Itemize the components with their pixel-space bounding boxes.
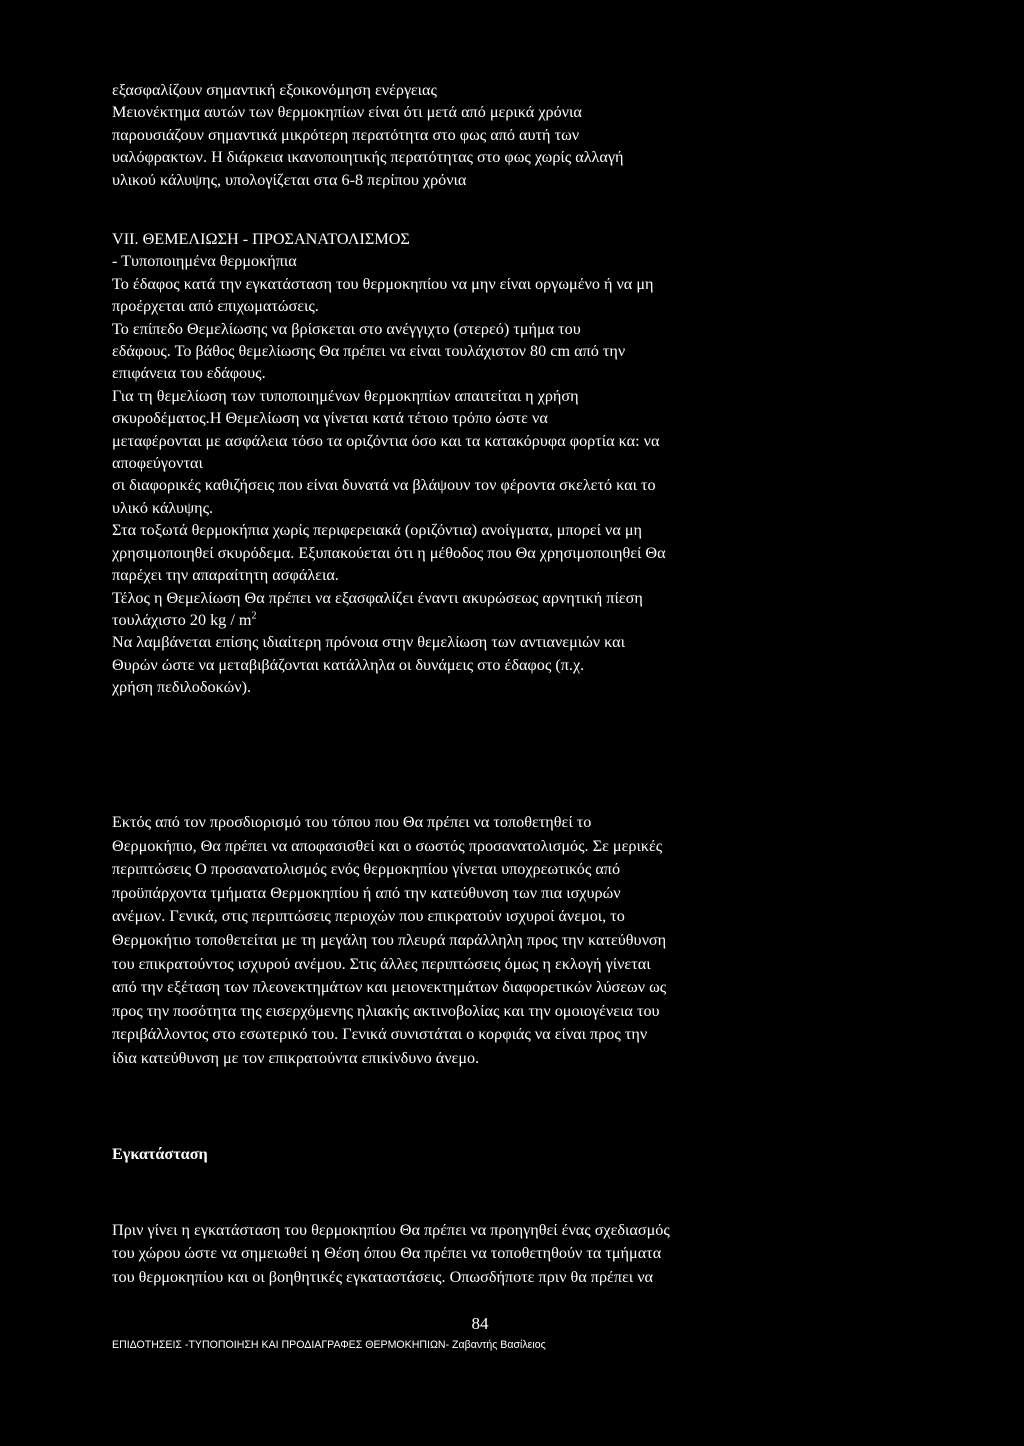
section-foundation [112,228,872,699]
pressure-text: τουλάχιστο 20 kg / m [112,610,252,629]
text-line: του θερμοκηπίου και οι βοηθητικές εγκαταστάσεις. Οπωσδήποτε πριν θα πρέπει να [112,1267,654,1286]
text-line: σι διαφορικές καθιζήσεις που είναι δυνατά να βλάψουν τον φέροντα σκελετό και το [112,476,656,495]
text-line: περιβάλλοντος στο εσωτερικό του. Γενικά συνιστάται ο κορφιάς να είναι προς την [112,1025,648,1044]
text-line: επιφάνεια του εδάφους. [112,364,266,383]
pressure-line [112,609,872,631]
text-line: υλικού κάλυψης, υπολογίζεται στα 6-8 περίπου χρόνια [112,170,467,189]
text-line: παρέχει την απαραίτητη ασφάλεια. [112,566,339,585]
text-line: υλικό κάλυψης. [112,498,214,517]
text-line: υαλόφρακτων. Η διάρκεια ικανοποιητικής περατότητας στο φως χωρίς αλλαγή [112,148,624,167]
text-line: σκυροδέματος.Η Θεμελίωση να γίνεται κατά τέτοιο τρόπο ώστε να [112,409,548,428]
text-line: του χώρου ώστε να σημειωθεί η Θέση όπου Θα πρέπει να τοποθετηθούν τα τμήματα [112,1244,662,1263]
text-line: Τέλος η Θεμελίωση Θα πρέπει να εξασφαλίζει έναντι ακυρώσεως αρνητική πίεση [112,588,643,607]
installation-paragraph [112,1219,872,1289]
text-line: προς την ποσότητα της εισερχόμενης ηλιακής ακτινοβολίας και την ομοιογένεια του [112,1001,660,1020]
text-line: Το έδαφος κατά την εγκατάσταση του θερμοκηπίου να μην είναι οργωμένο ή να μη [112,274,654,293]
text-line: - Τυποποιημένα θερμοκήπια [112,252,297,271]
installation-heading: Εγκατάσταση [112,1145,208,1163]
text-line: Εκτός από τον προσδιορισμό του τόπου που Θα πρέπει να τοποθετηθεί το [112,813,592,831]
orientation-paragraph [112,811,872,1071]
text-line: του επικρατούντος ισχυρού ανέμου. Στις άλλες περιπτώσεις όμως η εκλογή γίνεται [112,954,651,973]
text-line: προϋπάρχοντα τμήματα Θερμοκηπίου ή από την κατεύθυνση των πια ισχυρών [112,883,621,902]
section-title: VII. ΘΕΜΕΛΙΩΣΗ - ΠΡΟΣΑΝΑΤΟΛΙΣΜΟΣ [112,230,410,248]
text-line: εδάφους. Το βάθος θεμελίωσης Θα πρέπει να είναι τουλάχιστον 80 cm από την [112,342,626,361]
text-line: Για τη θεμελίωση των τυποποιημένων θερμοκηπίων απαιτείται η χρήση [112,386,579,405]
text-line: χρησιμοποιηθεί σκυρόδεμα. Εξυπακούεται ότι η μέθοδος που Θα χρησιμοποιηθεί Θα [112,543,666,562]
text-line: περιπτώσεις Ο προσανατολισμός ενός θερμοκηπίου γίνεται υποχρεωτικός από [112,860,621,879]
installation-heading-wrap [112,1143,872,1165]
text-line: ανέμων. Γενικά, στις περιπτώσεις περιοχών που επικρατούν ισχυροί άνεμοι, το [112,907,625,926]
footer-text: ΕΠΙΔΟΤΗΣΕΙΣ -ΤΥΠΟΠΟΙΗΣΗ ΚΑΙ ΠΡΟΔΙΑΓΡΑΦΕΣ ΘΕΡΜΟΚΗΠΙΩΝ- Ζαβαντής Βασίλειος [112,1339,546,1351]
text-line: Μειονέκτημα αυτών των θερμοκηπίων είναι ότι μετά από μερικά χρόνια [112,103,582,122]
intro-paragraph [112,79,872,191]
text-line: εξασφαλίζουν σημαντική εξοικονόμηση ενέργειας [112,81,437,99]
text-line: παρουσιάζουν σημαντικά μικρότερη περατότητα στο φως από αυτή των [112,125,580,144]
text-line: από την εξέταση των πλεονεκτημάτων και μειονεκτημάτων διαφορετικών λύσεων ως [112,978,667,997]
text-line: Θυρών ώστε να μεταβιβάζονται κατάλληλα οι δυνάμεις στο έδαφος (π.χ. [112,655,585,674]
text-line: Πριν γίνει η εγκατάσταση του θερμοκηπίου Θα πρέπει να προηγηθεί ένας σχεδιασμός [112,1221,670,1239]
text-line: χρήση πεδιλοδοκών). [112,678,252,697]
page-number: 84 [471,1314,489,1333]
pressure-exponent: 2 [251,610,257,622]
text-line: αποφεύγονται [112,454,203,473]
text-line: προέρχεται από επιχωματώσεις. [112,297,319,316]
text-line: Να λαμβάνεται επίσης ιδιαίτερη πρόνοια στην θεμελίωση των αντιανεμιών και [112,633,626,652]
text-line: ίδια κατεύθυνση με τον επικρατούντα επικίνδυνο άνεμο. [112,1048,480,1067]
text-line: Θερμοκήτιο τοποθετείται με τη μεγάλη του πλευρά παράλληλη προς την κατεύθυνση [112,930,667,949]
text-line: Στα τοξωτά θερμοκήπια χωρίς περιφερειακά (οριζόντια) ανοίγματα, μπορεί να μη [112,521,642,540]
text-line: Θερμοκήπιο, Θα πρέπει να αποφασισθεί και ο σωστός προσανατολισμός. Σε μερικές [112,836,663,855]
text-line: μεταφέρονται με ασφάλεια τόσο τα οριζόντια όσο και τα κατακόρυφα φορτία κα: να [112,431,660,450]
text-line: Το επίπεδο Θεμελίωσης να βρίσκεται στο ανέγγιχτο (στερεό) τμήμα του [112,319,581,338]
